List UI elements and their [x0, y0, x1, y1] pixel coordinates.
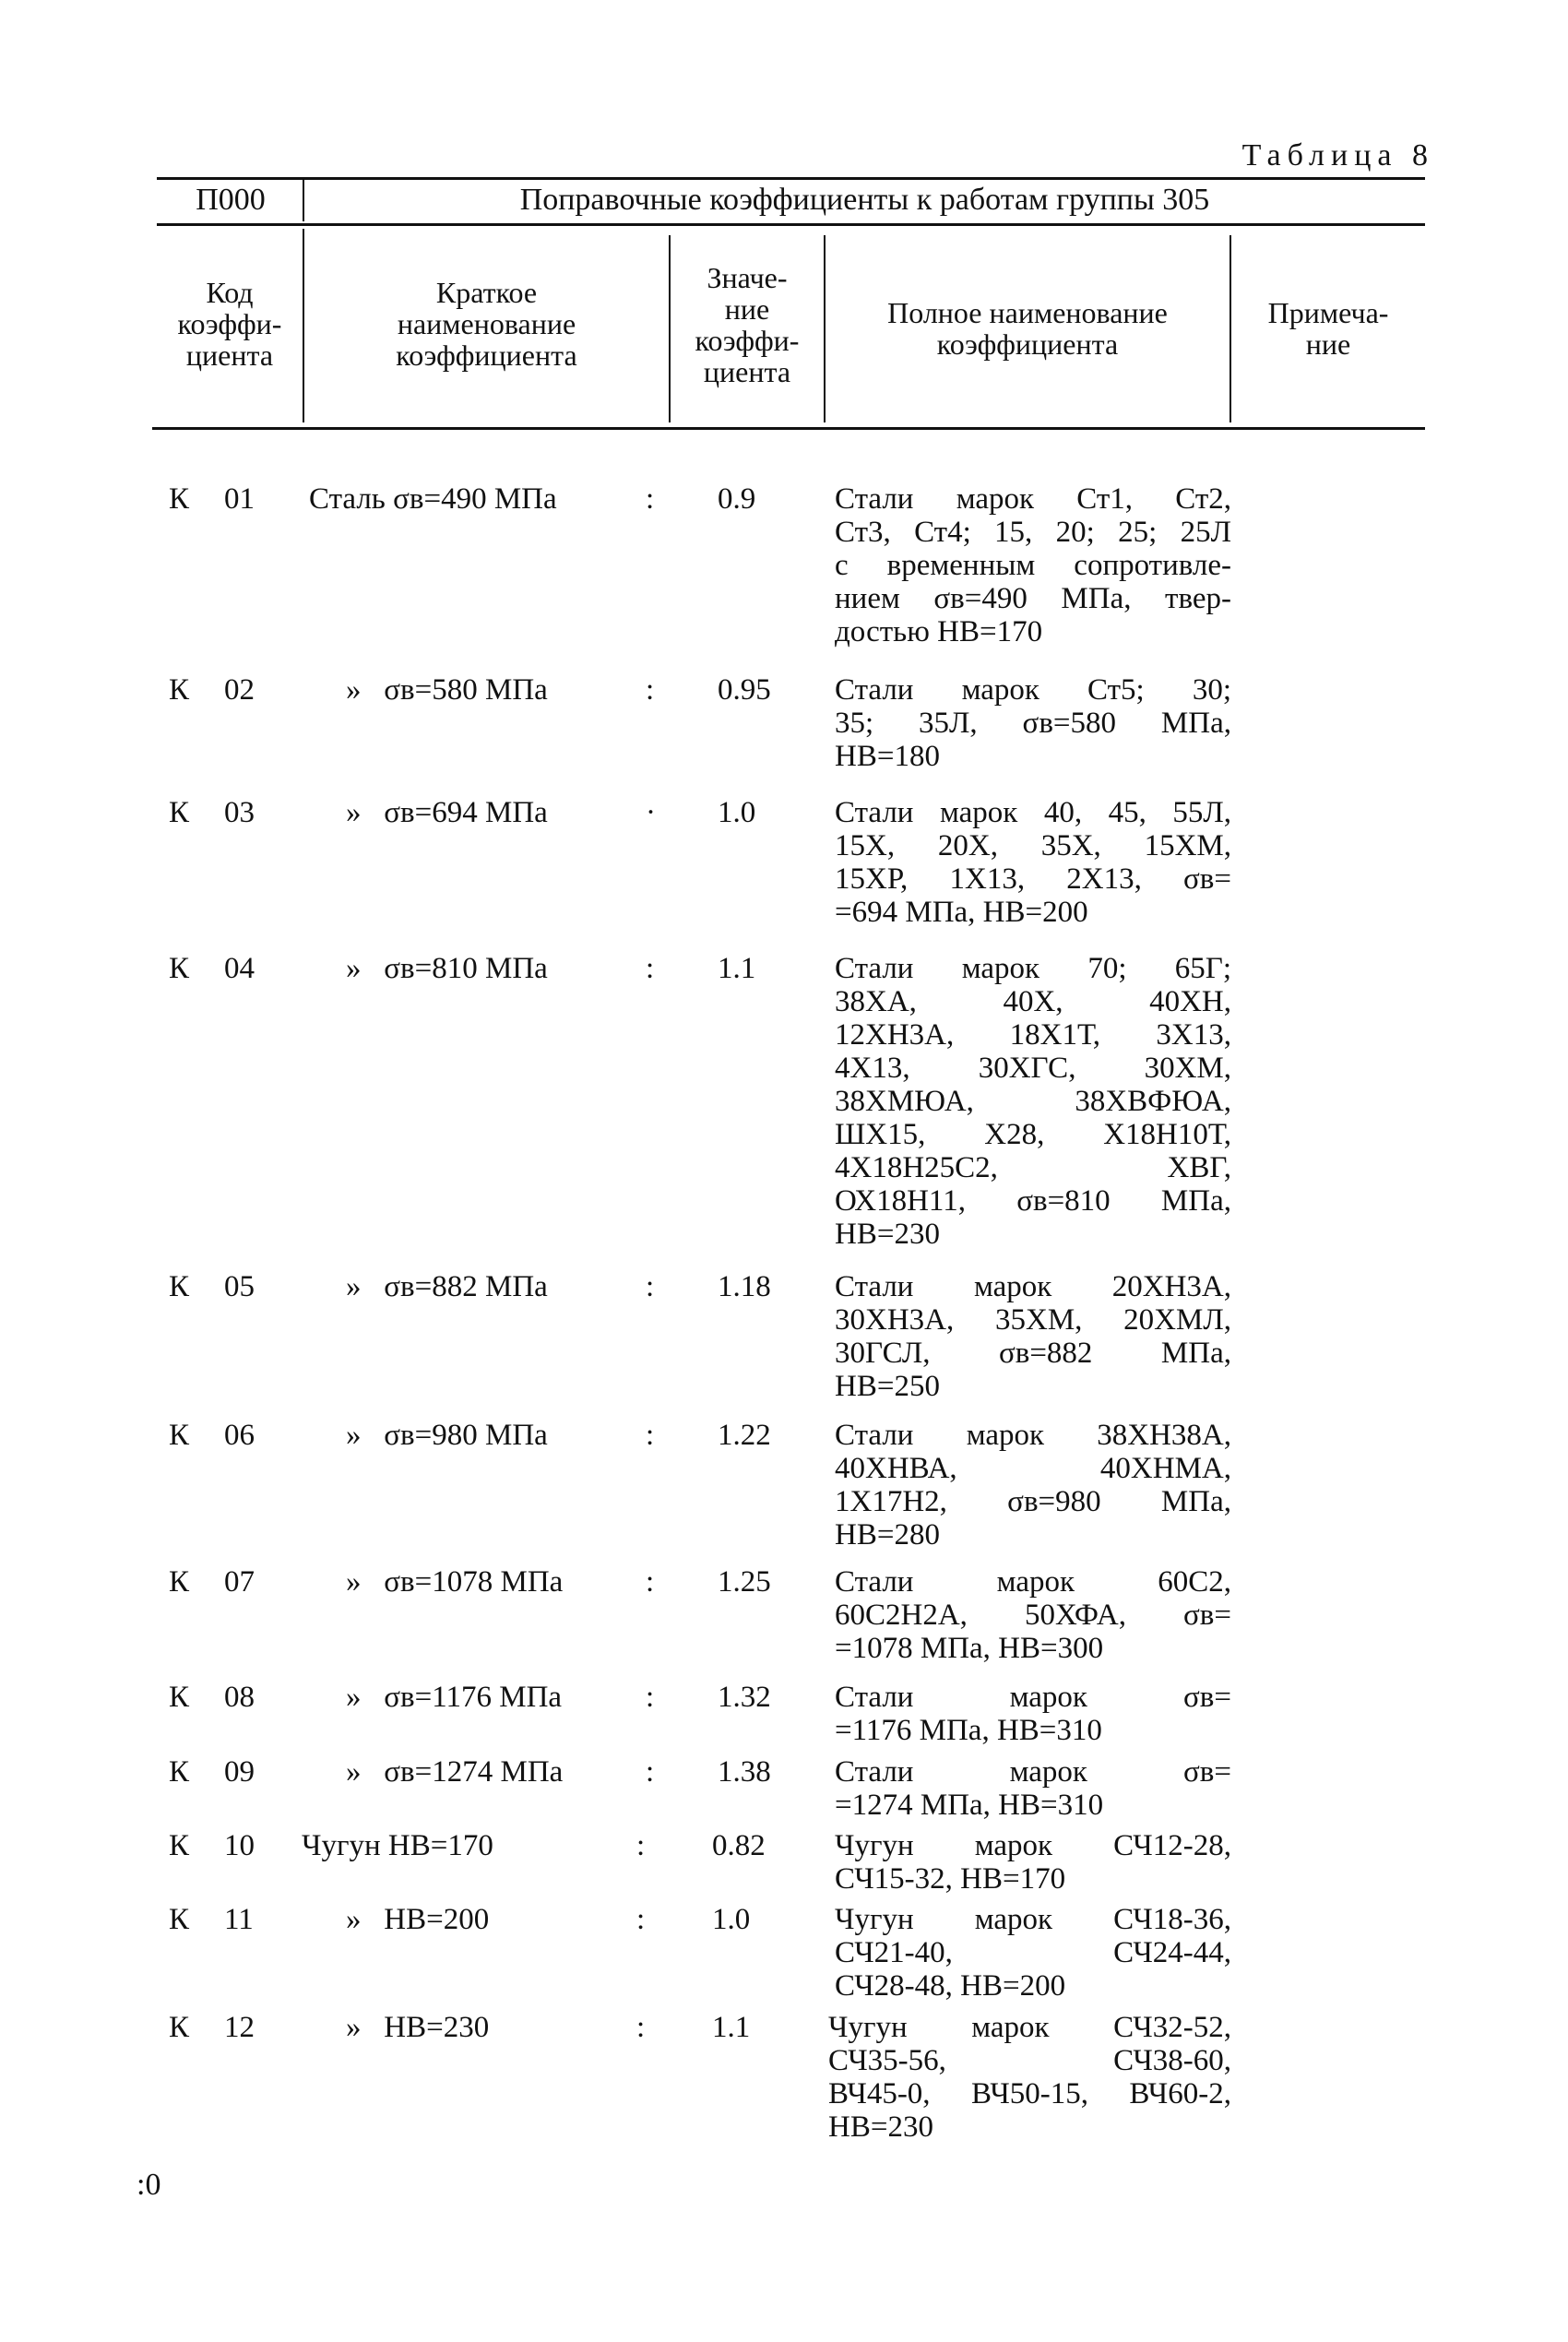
- row-full-name: [835, 952, 1231, 1251]
- row-full-line: 15ХР, 1Х13, 2Х13, σв=: [835, 862, 1231, 896]
- col-header-value-l1: Значе-: [707, 261, 788, 294]
- row-separator: :: [646, 1565, 655, 1599]
- row-separator: :: [636, 1903, 646, 1936]
- col-header-code-l2: коэффи-: [177, 307, 282, 340]
- col-header-short-l3: коэффициента: [396, 339, 577, 372]
- row-value: 1.18: [718, 1270, 771, 1303]
- row-full-line: СЧ35-56, СЧ38-60,: [828, 2044, 1231, 2077]
- group-rule: [157, 223, 1425, 226]
- row-separator: :: [646, 482, 655, 516]
- row-full-line: 1Х17Н2, σв=980 МПа,: [835, 1485, 1231, 1518]
- top-rule: [157, 177, 1425, 180]
- row-separator: :: [646, 1270, 655, 1303]
- row-full-line: НВ=180: [835, 740, 940, 773]
- table-title: Таблица 8: [1241, 138, 1434, 172]
- row-value: 1.32: [718, 1681, 771, 1714]
- row-full-line: Стали марок 60С2,: [835, 1565, 1231, 1599]
- row-short-name: » σв=882 МПа: [346, 1270, 548, 1303]
- row-prefix: К: [169, 1755, 190, 1789]
- row-value: 1.1: [718, 952, 756, 985]
- row-full-line: Стали марок Ст1, Ст2,: [835, 482, 1231, 516]
- row-prefix: К: [169, 482, 190, 516]
- row-full-line: НВ=230: [828, 2110, 933, 2144]
- row-short-name: » σв=1078 МПа: [346, 1565, 564, 1599]
- row-short-name: » σв=1274 МПа: [346, 1755, 564, 1789]
- row-code: 04: [224, 952, 255, 985]
- col-header-short-l2: наименование: [397, 307, 576, 340]
- row-code: 10: [224, 1829, 255, 1862]
- col-header-value-l4: циента: [703, 355, 791, 388]
- row-short-name: » σв=810 МПа: [346, 952, 548, 985]
- row-full-name: [835, 673, 1231, 773]
- header-rule: [152, 427, 1425, 430]
- row-code: 08: [224, 1681, 255, 1714]
- row-separator: :: [646, 1755, 655, 1789]
- row-separator: :: [636, 1829, 646, 1862]
- row-full-line: Стали марок Ст5; 30;: [835, 673, 1231, 707]
- row-value: 1.38: [718, 1755, 771, 1789]
- row-full-line: 30ГСЛ, σв=882 МПа,: [835, 1337, 1231, 1370]
- group-code: П000: [196, 183, 266, 217]
- row-value: 1.0: [718, 796, 756, 829]
- col-header-note-l2: ние: [1305, 327, 1351, 361]
- col-header-full-name: [826, 297, 1229, 360]
- row-full-line: СЧ15-32, НВ=170: [835, 1862, 1066, 1896]
- row-full-line: 15Х, 20Х, 35Х, 15ХМ,: [835, 829, 1231, 862]
- row-full-line: Стали марок σв=: [835, 1681, 1231, 1714]
- row-code: 03: [224, 796, 255, 829]
- col-header-short-l1: Краткое: [435, 276, 538, 309]
- col-header-value-l2: ние: [724, 292, 770, 326]
- row-separator: :: [646, 952, 655, 985]
- row-full-line: =1274 МПа, НВ=310: [835, 1789, 1104, 1822]
- row-full-name: [835, 796, 1231, 929]
- row-short-name: » НВ=200: [346, 1903, 490, 1936]
- row-full-line: СЧ28-48, НВ=200: [835, 1969, 1066, 2003]
- row-full-name: [835, 1565, 1231, 1665]
- row-value: 0.82: [712, 1829, 766, 1862]
- row-code: 02: [224, 673, 255, 707]
- row-full-line: НВ=230: [835, 1218, 940, 1251]
- row-separator: :: [646, 1419, 655, 1452]
- row-prefix: К: [169, 2011, 190, 2044]
- row-prefix: К: [169, 796, 190, 829]
- row-short-name: » σв=694 МПа: [346, 796, 548, 829]
- col-header-code: [157, 277, 303, 371]
- row-short-name: » σв=580 МПа: [346, 673, 548, 707]
- row-full-line: 38ХА, 40Х, 40ХН,: [835, 985, 1231, 1018]
- page-number: :0: [137, 2168, 161, 2202]
- row-full-line: =1176 МПа, НВ=310: [835, 1714, 1102, 1747]
- row-full-line: 30ХН3А, 35ХМ, 20ХМЛ,: [835, 1303, 1231, 1337]
- col-header-note: [1231, 297, 1425, 360]
- row-prefix: К: [169, 1270, 190, 1303]
- row-code: 05: [224, 1270, 255, 1303]
- row-value: 1.22: [718, 1419, 771, 1452]
- row-full-line: 40ХНВА, 40ХНМА,: [835, 1452, 1231, 1485]
- row-full-line: Ст3, Ст4; 15, 20; 25; 25Л: [835, 516, 1231, 549]
- row-separator: ·: [646, 796, 656, 829]
- row-full-line: =1078 МПа, НВ=300: [835, 1632, 1104, 1665]
- row-prefix: К: [169, 1419, 190, 1452]
- row-full-name: [835, 1419, 1231, 1551]
- row-separator: :: [646, 673, 655, 707]
- row-full-name: [835, 482, 1231, 648]
- row-value: 1.25: [718, 1565, 771, 1599]
- row-value: 0.95: [718, 673, 771, 707]
- row-full-line: Чугун марок СЧ32-52,: [828, 2011, 1231, 2044]
- row-full-line: =694 МПа, НВ=200: [835, 896, 1088, 929]
- row-full-name: [828, 2011, 1231, 2144]
- row-full-line: 60С2Н2А, 50ХФА, σв=: [835, 1599, 1231, 1632]
- col-header-note-l1: Примеча-: [1267, 296, 1389, 329]
- row-code: 11: [224, 1903, 254, 1936]
- row-code: 01: [224, 482, 255, 516]
- row-value: 1.0: [712, 1903, 751, 1936]
- row-full-line: 4Х13, 30ХГС, 30ХМ,: [835, 1052, 1231, 1085]
- row-value: 0.9: [718, 482, 756, 516]
- row-short-name: Чугун НВ=170: [302, 1829, 493, 1862]
- col-header-code-l3: циента: [185, 339, 274, 372]
- row-full-line: НВ=280: [835, 1518, 940, 1551]
- col-header-full-l2: коэффициента: [936, 327, 1119, 361]
- col-header-code-l1: Код: [206, 276, 254, 309]
- row-full-line: СЧ21-40, СЧ24-44,: [835, 1936, 1231, 1969]
- col-header-value-l3: коэффи-: [695, 324, 800, 357]
- row-short-name: » σв=980 МПа: [346, 1419, 548, 1452]
- row-code: 07: [224, 1565, 255, 1599]
- row-code: 09: [224, 1755, 255, 1789]
- col-header-value: [671, 262, 824, 387]
- row-prefix: К: [169, 1903, 190, 1936]
- row-full-line: Чугун марок СЧ18-36,: [835, 1903, 1231, 1936]
- group-title: Поправочные коэффициенты к работам группы 305: [519, 183, 1210, 217]
- col-header-full-l1: Полное наименование: [887, 296, 1168, 329]
- row-full-line: 38ХМЮА, 38ХВФЮА,: [835, 1085, 1231, 1118]
- row-full-line: с временным сопротивле-: [835, 549, 1231, 582]
- row-full-name: [835, 1829, 1231, 1896]
- row-prefix: К: [169, 1829, 190, 1862]
- row-short-name: Сталь σв=490 МПа: [309, 482, 557, 516]
- row-full-line: 4Х18Н25С2, ХВГ,: [835, 1151, 1231, 1184]
- row-prefix: К: [169, 952, 190, 985]
- row-separator: :: [636, 2011, 646, 2044]
- row-code: 12: [224, 2011, 255, 2044]
- row-full-name: [835, 1681, 1231, 1747]
- row-full-line: Стали марок 40, 45, 55Л,: [835, 796, 1231, 829]
- row-full-line: Стали марок 20ХН3А,: [835, 1270, 1231, 1303]
- row-full-line: достью НВ=170: [835, 615, 1043, 648]
- row-full-line: ОХ18Н11, σв=810 МПа,: [835, 1184, 1231, 1218]
- row-full-line: Стали марок 38ХН38А,: [835, 1419, 1231, 1452]
- row-full-line: нием σв=490 МПа, твер-: [835, 582, 1231, 615]
- row-code: 06: [224, 1419, 255, 1452]
- row-short-name: » σв=1176 МПа: [346, 1681, 563, 1714]
- row-prefix: К: [169, 1681, 190, 1714]
- row-full-line: Стали марок 70; 65Г;: [835, 952, 1231, 985]
- row-prefix: К: [169, 1565, 190, 1599]
- row-full-name: [835, 1270, 1231, 1403]
- row-separator: :: [646, 1681, 655, 1714]
- row-full-name: [835, 1903, 1231, 2003]
- row-full-line: ШХ15, Х28, Х18Н10Т,: [835, 1118, 1231, 1151]
- row-value: 1.1: [712, 2011, 751, 2044]
- row-short-name: » НВ=230: [346, 2011, 490, 2044]
- row-full-line: ВЧ45-0, ВЧ50-15, ВЧ60-2,: [828, 2077, 1231, 2110]
- row-full-line: НВ=250: [835, 1370, 940, 1403]
- row-prefix: К: [169, 673, 190, 707]
- row-full-line: 35; 35Л, σв=580 МПа,: [835, 707, 1231, 740]
- row-full-line: Чугун марок СЧ12-28,: [835, 1829, 1231, 1862]
- col-header-short-name: [304, 277, 669, 371]
- row-full-name: [835, 1755, 1231, 1822]
- row-full-line: 12ХН3А, 18Х1Т, 3Х13,: [835, 1018, 1231, 1052]
- row-full-line: Стали марок σв=: [835, 1755, 1231, 1789]
